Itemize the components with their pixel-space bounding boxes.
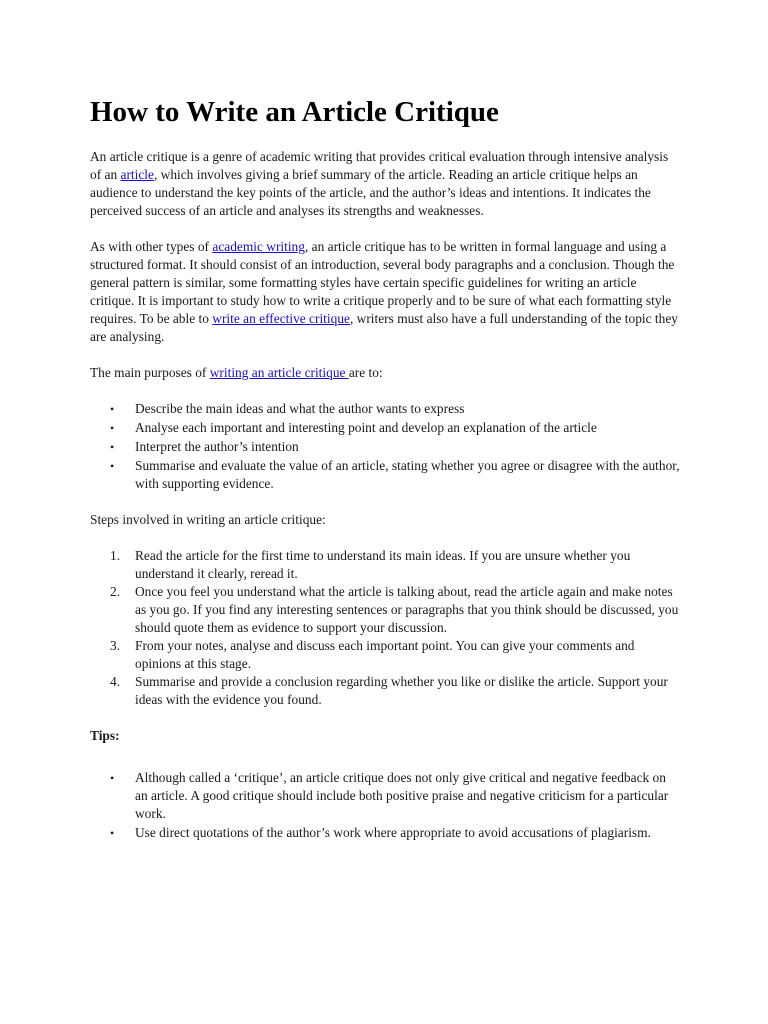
step-text: From your notes, analyse and discuss each important point. You can give your comments and opinions at this stage. <box>135 638 635 671</box>
list-item <box>110 583 680 637</box>
step-number: 4. <box>110 674 121 689</box>
step-number: 1. <box>110 548 121 563</box>
list-item <box>110 400 680 418</box>
article-link[interactable]: article <box>120 167 154 182</box>
step-number: 2. <box>110 584 121 599</box>
intro-text-cont: , which involves giving a brief summary of the article. Reading an article critique helps an audience to understand the key points of the article, and the author’s ideas and intentions. It indicates the perceived success of an article and analyses its strengths and weaknesses. <box>90 167 651 218</box>
para2-text-middle: , an article critique has to be written in formal language and using a structured format. It should consist of an introduction, several body paragraphs and a conclusion. Though the general pattern is similar, some formatting styles have certain specific guidelines for writing an article critique. It is important to study how to write a critique properly and to be sure of what each formatting style requires. To be able to <box>90 239 675 326</box>
list-item <box>110 673 680 709</box>
step-text: Once you feel you understand what the article is talking about, read the article again and make notes as you go. If you find any interesting sentences or paragraphs that you think should be discussed, you should quote them as evidence to support your discussion. <box>135 584 679 635</box>
page-title: How to Write an Article Critique <box>90 96 499 128</box>
bullet-icon: • <box>110 771 115 785</box>
list-item <box>110 419 680 437</box>
bullet-icon: • <box>110 459 115 473</box>
list-item <box>110 547 680 583</box>
list-item-text: Although called a ‘critique’, an article critique does not only give critical and negative feedback on an article. A good critique should include both positive praise and negative criticism for a particular work. <box>135 770 669 821</box>
list-item-text: Analyse each important and interesting point and develop an explanation of the article <box>135 420 597 435</box>
document-page <box>90 92 680 860</box>
list-item-text: Use direct quotations of the author’s work where appropriate to avoid accusations of plagiarism. <box>135 825 651 840</box>
list-item <box>110 457 680 493</box>
bullet-icon: • <box>110 421 115 435</box>
writing-article-critique-link[interactable]: writing an article critique <box>209 365 349 380</box>
effective-critique-link[interactable]: write an effective critique <box>212 311 350 326</box>
academic-writing-link[interactable]: academic writing <box>212 239 305 254</box>
formal-writing-paragraph <box>90 238 680 346</box>
steps-intro: Steps involved in writing an article critique: <box>90 512 326 527</box>
purposes-intro-end: are to: <box>348 365 383 380</box>
tips-list <box>90 769 680 842</box>
list-item <box>110 824 680 842</box>
list-item <box>110 637 680 673</box>
purposes-intro <box>90 364 680 382</box>
para2-text-end: , writers must also have a full understanding of the topic they are analysing. <box>90 311 678 344</box>
step-text: Summarise and provide a conclusion regarding whether you like or dislike the article. Support your ideas with the evidence you found. <box>135 674 668 707</box>
list-item <box>110 769 680 823</box>
bullet-icon: • <box>110 402 115 416</box>
list-item-text: Summarise and evaluate the value of an article, stating whether you agree or disagree with the author, with supporting evidence. <box>135 458 680 491</box>
intro-text: An article critique is a genre of academic writing that provides critical evaluation through intensive analysis of an <box>90 149 669 182</box>
list-item-text: Describe the main ideas and what the author wants to express <box>135 401 465 416</box>
tips-heading: Tips: <box>90 728 120 743</box>
para2-text: As with other types of <box>90 239 213 254</box>
bullet-icon: • <box>110 826 115 840</box>
bullet-icon: • <box>110 440 115 454</box>
purposes-list <box>90 400 680 493</box>
intro-paragraph <box>90 148 680 220</box>
step-text: Read the article for the first time to understand its main ideas. If you are unsure whether you understand it clearly, reread it. <box>135 548 631 581</box>
list-item-text: Interpret the author’s intention <box>135 439 299 454</box>
list-item <box>110 438 680 456</box>
purposes-intro-text: The main purposes of <box>90 365 210 380</box>
step-number: 3. <box>110 638 121 653</box>
steps-list <box>90 547 680 709</box>
